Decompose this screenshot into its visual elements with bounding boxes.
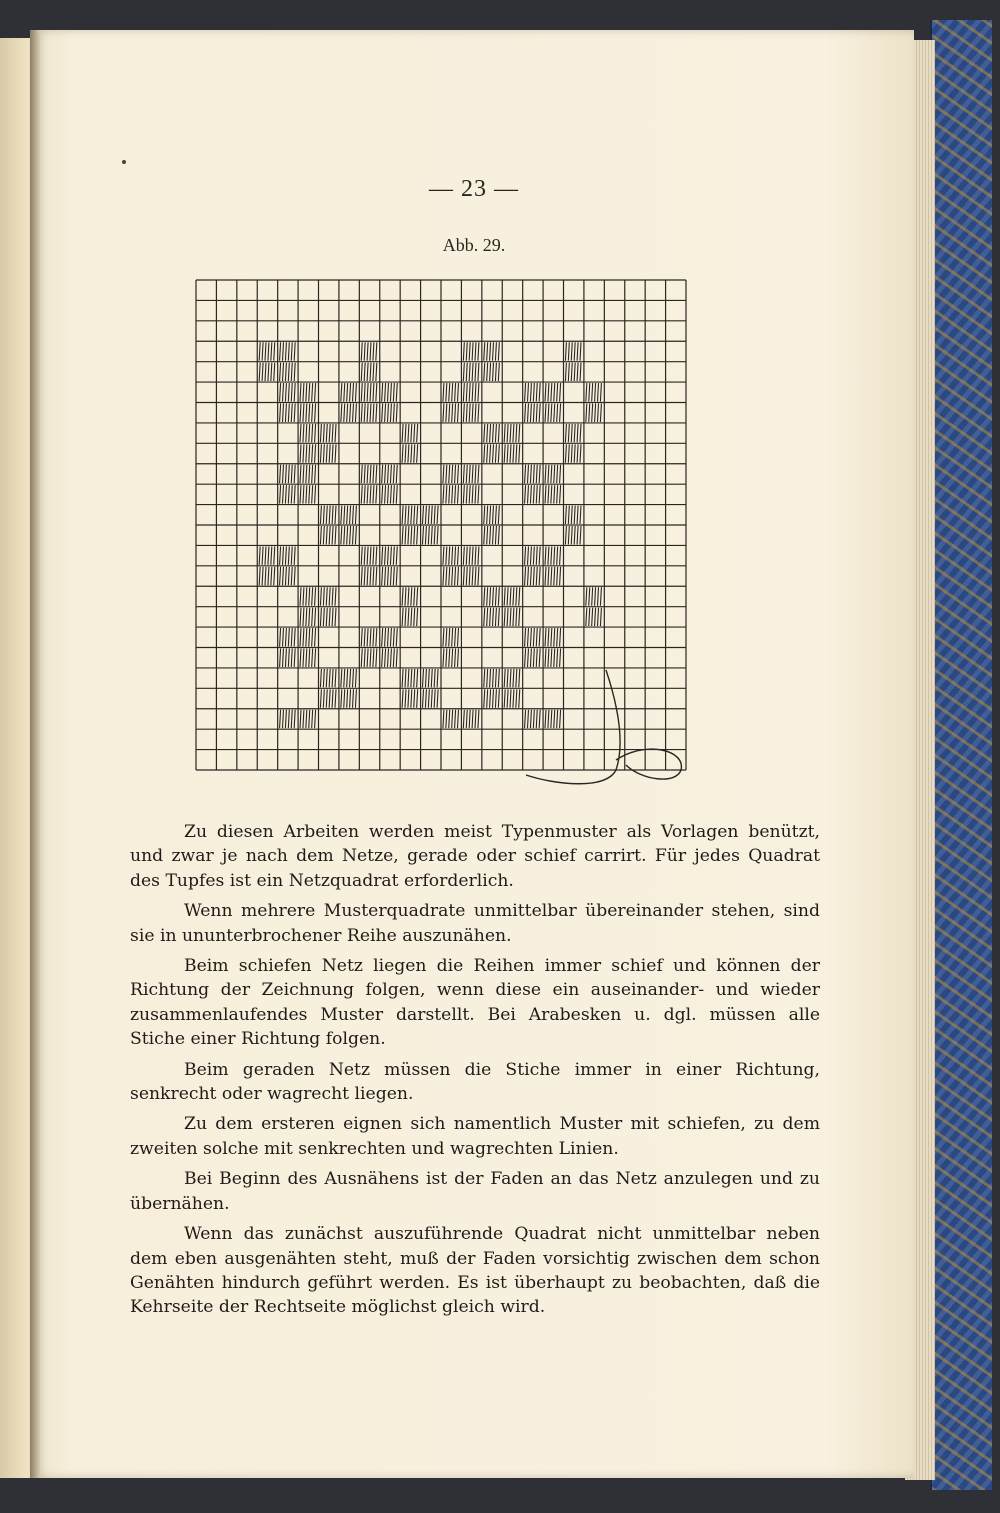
stitched-cell	[525, 383, 541, 401]
stitched-cell	[484, 363, 500, 381]
paragraph: Beim schiefen Netz liegen die Reihen immer schief und können der Richtung der Zeichnung folgen, wenn diese ein auseinander- und wieder zusammenlaufendes Muster darstellt. Bei Arabesken u. dgl. müssen alle Stiche einer Richtung folgen.	[130, 956, 820, 1050]
stitched-cell	[300, 424, 316, 442]
stitched-cell	[320, 444, 336, 462]
stitched-cell	[280, 710, 296, 728]
stitched-cell	[525, 485, 541, 503]
stitched-cell	[402, 526, 418, 544]
stitched-cell	[545, 710, 561, 728]
stitched-cell	[402, 689, 418, 707]
stitched-cell	[525, 567, 541, 585]
stitched-cell	[320, 526, 336, 544]
stitched-cell	[361, 383, 377, 401]
stitched-cell	[341, 526, 357, 544]
stitched-cell	[484, 669, 500, 687]
stitched-cell	[545, 546, 561, 564]
stitched-cell	[402, 506, 418, 524]
stitched-cell	[300, 465, 316, 483]
stitched-cell	[423, 689, 439, 707]
stitched-cell	[259, 363, 275, 381]
stitched-cell	[443, 628, 459, 646]
stitched-cell	[361, 342, 377, 360]
stitched-cell	[320, 689, 336, 707]
stitched-cell	[525, 649, 541, 667]
stitched-cell	[300, 649, 316, 667]
page-gutter	[30, 30, 40, 1478]
stitched-cell	[361, 546, 377, 564]
stitched-cell	[586, 608, 602, 626]
stitched-cell	[382, 649, 398, 667]
stitched-cell	[320, 587, 336, 605]
stitched-cell	[463, 710, 479, 728]
stitched-cell	[484, 587, 500, 605]
stitched-cell	[361, 404, 377, 422]
stitched-cell	[484, 342, 500, 360]
stitched-cell	[361, 649, 377, 667]
stitched-cell	[382, 485, 398, 503]
stitched-cell	[586, 587, 602, 605]
stitched-cell	[320, 506, 336, 524]
stitched-cell	[443, 567, 459, 585]
stitched-cell	[341, 404, 357, 422]
stitched-cell	[504, 587, 520, 605]
stitched-cell	[443, 404, 459, 422]
stitched-cell	[300, 444, 316, 462]
stitched-cell	[565, 342, 581, 360]
stitched-cell	[545, 649, 561, 667]
stitched-cell	[504, 689, 520, 707]
stitched-cell	[280, 546, 296, 564]
stitched-cell	[382, 628, 398, 646]
stitched-cell	[280, 342, 296, 360]
stitched-cell	[300, 628, 316, 646]
stitched-cell	[382, 404, 398, 422]
paragraph: Zu dem ersteren eignen sich namentlich Muster mit schiefen, zu dem zweiten solche mit senkrechten und wagrechten Linien.	[130, 1114, 820, 1159]
stitched-cell	[402, 669, 418, 687]
stitched-cell	[545, 465, 561, 483]
stitched-cell	[361, 485, 377, 503]
stitched-cell	[463, 485, 479, 503]
stitched-cell	[443, 465, 459, 483]
book-page	[34, 30, 914, 1478]
stitched-cell	[259, 567, 275, 585]
stitched-cell	[463, 342, 479, 360]
stitched-cell	[280, 404, 296, 422]
stitched-cell	[484, 526, 500, 544]
stitched-cell	[586, 383, 602, 401]
stitched-cell	[545, 404, 561, 422]
stitched-cell	[402, 587, 418, 605]
stitched-cell	[545, 567, 561, 585]
stitched-cell	[402, 608, 418, 626]
stitched-cell	[463, 363, 479, 381]
stitched-cell	[423, 526, 439, 544]
stitched-cell	[361, 363, 377, 381]
figure-caption: Abb. 29.	[442, 235, 506, 255]
stitched-cell	[504, 444, 520, 462]
filet-net-embroidery-illustration	[186, 270, 706, 790]
stitched-cell	[300, 485, 316, 503]
stitched-cell	[463, 546, 479, 564]
stitched-cell	[361, 567, 377, 585]
stitched-cell	[423, 506, 439, 524]
stitched-cell	[300, 404, 316, 422]
stitched-cell	[525, 628, 541, 646]
stitched-cell	[443, 546, 459, 564]
stitched-cell	[382, 546, 398, 564]
stitched-cell	[525, 710, 541, 728]
stitched-cell	[300, 710, 316, 728]
stitched-cell	[565, 363, 581, 381]
ink-speck	[122, 160, 126, 164]
marbled-cover-edge	[930, 20, 992, 1490]
stitched-cell	[443, 383, 459, 401]
page-number: — 23 —	[429, 176, 519, 202]
stitched-cell	[484, 506, 500, 524]
stitched-cell	[545, 383, 561, 401]
stitched-cell	[280, 363, 296, 381]
stitched-cell	[484, 689, 500, 707]
stitched-cell	[586, 404, 602, 422]
stitched-cell	[341, 383, 357, 401]
stitched-cell	[545, 485, 561, 503]
body-text	[130, 820, 820, 1326]
stitched-cell	[280, 383, 296, 401]
stitched-cell	[463, 383, 479, 401]
stitched-cell	[341, 689, 357, 707]
stitched-cell	[443, 649, 459, 667]
paragraph: Beim geraden Netz müssen die Stiche immer in einer Richtung, senkrecht oder wagrecht liegen.	[130, 1059, 820, 1105]
stitched-cell	[320, 424, 336, 442]
stitched-cell	[504, 424, 520, 442]
stitched-cell	[545, 628, 561, 646]
stitched-cell	[300, 383, 316, 401]
thread-end-icon	[526, 670, 681, 784]
stitched-cell	[280, 649, 296, 667]
stitched-cell	[484, 608, 500, 626]
stitched-cell	[300, 608, 316, 626]
stitched-cell	[565, 526, 581, 544]
stitched-cell	[402, 424, 418, 442]
stitched-cell	[504, 608, 520, 626]
paragraph: Wenn mehrere Musterquadrate unmittelbar übereinander stehen, sind sie in ununterbrochener Reihe auszunähen.	[130, 901, 820, 946]
stitched-cell	[280, 485, 296, 503]
stitched-cell	[484, 444, 500, 462]
stitched-cell	[280, 567, 296, 585]
stitched-cell	[259, 342, 275, 360]
stitched-cell	[484, 424, 500, 442]
paragraph: Wenn das zunächst auszuführende Quadrat nicht unmittelbar neben dem eben ausgenähten steht, muß der Faden vorsichtig zwischen dem schon Genähten hindurch geführt werden. Es ist überhaupt zu beobachten, daß die Kehrseite der Rechtseite möglichst gleich wird.	[130, 1224, 820, 1318]
stitched-cell	[320, 669, 336, 687]
stitched-cell	[443, 710, 459, 728]
stitched-cell	[504, 669, 520, 687]
stitched-cell	[443, 485, 459, 503]
stitched-cell	[402, 444, 418, 462]
stitched-cell	[463, 465, 479, 483]
paragraph: Zu diesen Arbeiten werden meist Typenmuster als Vorlagen benützt, und zwar je nach dem Netze, gerade oder schief carrirt. Für jedes Quadrat des Tupfes ist ein Netzquadrat erforderlich.	[130, 822, 820, 891]
stitched-cell	[300, 587, 316, 605]
stitched-cell	[382, 567, 398, 585]
stitched-cell	[280, 465, 296, 483]
stitched-cell	[565, 424, 581, 442]
stitched-cell	[320, 608, 336, 626]
stitched-cell	[525, 546, 541, 564]
stitched-cell	[565, 444, 581, 462]
stitched-cell	[361, 465, 377, 483]
stitched-cell	[525, 465, 541, 483]
stitched-cell	[463, 567, 479, 585]
stitched-cell	[280, 628, 296, 646]
stitched-cell	[525, 404, 541, 422]
stitched-cell	[423, 669, 439, 687]
stitched-cell	[382, 383, 398, 401]
stitched-cell	[341, 506, 357, 524]
stitched-cell	[565, 506, 581, 524]
stitched-cell	[341, 669, 357, 687]
stitched-cell	[382, 465, 398, 483]
paragraph: Bei Beginn des Ausnähens ist der Faden an das Netz anzulegen und zu übernähen.	[130, 1169, 820, 1214]
stitched-cell	[463, 404, 479, 422]
stitched-cell	[259, 546, 275, 564]
stitched-cell	[361, 628, 377, 646]
